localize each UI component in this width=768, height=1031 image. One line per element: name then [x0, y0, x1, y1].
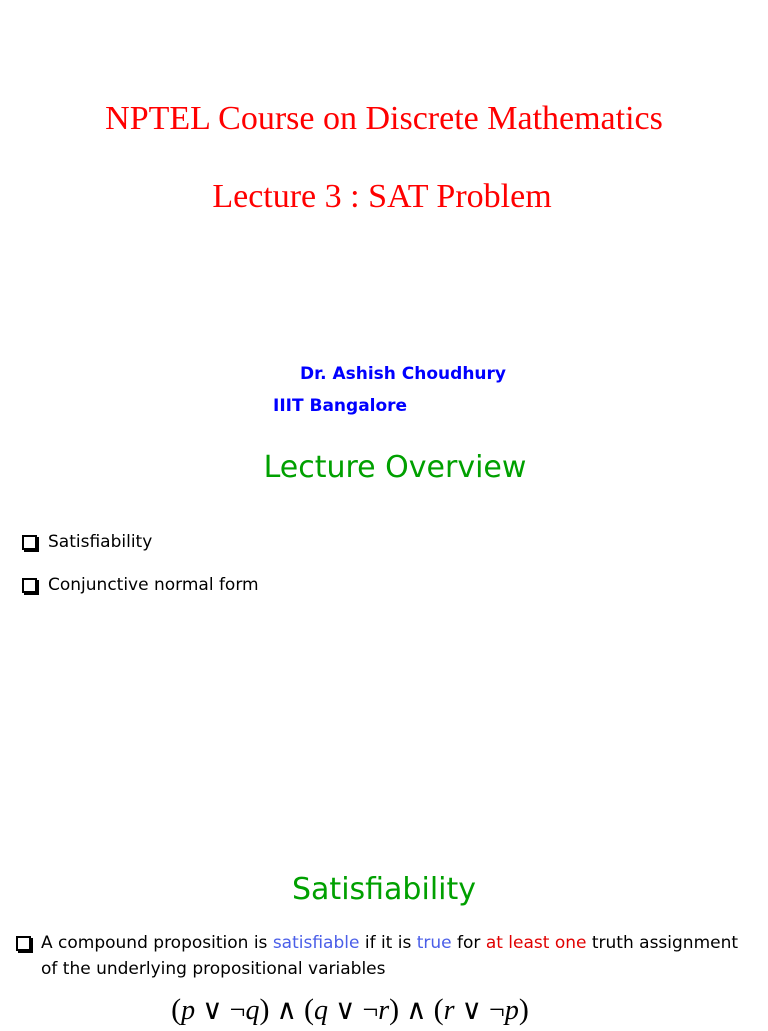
formula-not: ¬: [362, 995, 379, 1026]
overview-heading: Lecture Overview: [263, 450, 527, 485]
satisfiability-heading: Satisfiability: [292, 872, 476, 907]
formula-var-p: p: [504, 995, 519, 1026]
formula-close-paren: ): [389, 993, 400, 1026]
formula-or: ∨: [334, 995, 356, 1026]
formula-open-paren: (: [171, 993, 182, 1026]
formula-var-q: q: [245, 995, 260, 1026]
definition-part: for: [451, 933, 486, 953]
definition-part: truth assignment of the underlying propositional variables: [41, 933, 739, 979]
formula-and: ∧: [406, 995, 427, 1026]
formula-and: ∧: [276, 995, 297, 1026]
formula-open-paren: (: [433, 993, 444, 1026]
list-item: [22, 530, 152, 554]
formula-close-paren: ): [518, 993, 529, 1026]
definition-bullet: [16, 930, 756, 982]
formula-or: ∨: [202, 995, 223, 1026]
list-item: [22, 573, 259, 597]
course-title: NPTEL Course on Discrete Mathematics: [105, 100, 663, 137]
satisfiable-term: satisfiable: [272, 933, 360, 953]
lecture-title: Lecture 3 : SAT Problem: [212, 178, 552, 215]
formula-not: ¬: [489, 995, 505, 1026]
formula-var-p: p: [181, 995, 196, 1026]
formula-var-q: q: [313, 995, 328, 1026]
definition-part: A compound proposition is: [41, 933, 273, 953]
author-affiliation: IIIT Bangalore: [273, 396, 408, 416]
formula-open-paren: (: [303, 993, 314, 1026]
true-term: true: [416, 933, 452, 953]
checkbox-bullet-icon: [22, 578, 37, 593]
author-name: Dr. Ashish Choudhury: [300, 364, 506, 384]
list-item-label: Satisfiability: [48, 532, 153, 552]
checkbox-bullet-icon: [16, 936, 31, 951]
at-least-one-term: at least one: [485, 933, 587, 953]
checkbox-bullet-icon: [22, 535, 37, 550]
formula-var-r: r: [378, 995, 390, 1026]
formula-close-paren: ): [259, 993, 270, 1026]
formula-not: ¬: [229, 995, 246, 1026]
definition-part: if it is: [359, 933, 417, 953]
formula-or: ∨: [461, 995, 483, 1026]
definition-text: [16, 930, 756, 982]
list-item-label: Conjunctive normal form: [48, 575, 259, 595]
formula-var-r: r: [443, 995, 455, 1026]
cnf-formula: [0, 990, 700, 1031]
